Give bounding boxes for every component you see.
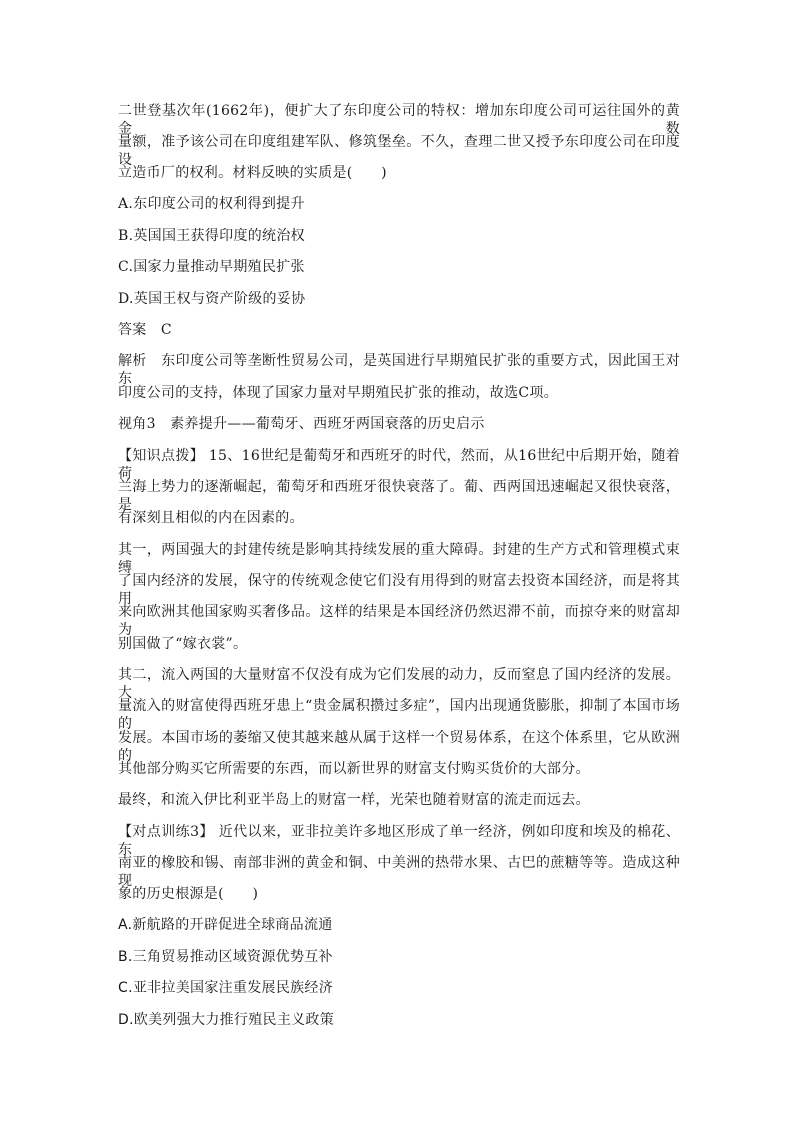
- para2-line-4: 其他部分购买它所需要的东西，而以新世界的财富支付购买货价的大部分。: [118, 761, 590, 777]
- para1-line-3: 来向欧洲其他国家购买奢侈品。这样的结果是本国经济仍然迟滞不前，而掠夺来的财富却为: [118, 604, 680, 638]
- para1-line-4: 别国做了“嫁衣裳”。: [118, 636, 248, 652]
- knowledge-line-3: 有深刻且相似的内在因素的。: [118, 510, 304, 526]
- knowledge-line-1: 【知识点拨】 15、16世纪是葡萄牙和西班牙的时代，然而，从16世纪中后期开始，随着荷: [118, 448, 680, 482]
- q1-stem-line-2: 量额，准予该公司在印度组建军队、修筑堡垒。不久，查理二世又授予东印度公司在印度设: [118, 134, 680, 168]
- q1-option-b: B.英国国王获得印度的统治权: [118, 228, 305, 244]
- q2-stem-line-2: 南亚的橡胶和锡、南部非洲的黄金和铜、中美洲的热带水果、古巴的蔗糖等等。造成这种现: [118, 855, 680, 889]
- para2-line-3: 发展。本国市场的萎缩又使其越来越从属于这样一个贸易体系，在这个体系里，它从欧洲的: [118, 730, 680, 764]
- q1-option-d: D.英国王权与资产阶级的妥协: [118, 291, 306, 307]
- q1-option-a: A.东印度公司的权利得到提升: [118, 196, 305, 212]
- q2-option-d: D.欧美列强大力推行殖民主义政策: [118, 1012, 335, 1028]
- section-heading: 视角3 素养提升——葡萄牙、西班牙两国衰落的历史启示: [118, 416, 485, 432]
- knowledge-line-2: 兰海上势力的逐渐崛起，葡萄牙和西班牙很快衰落了。葡、西两国迅速崛起又很快衰落，是: [118, 479, 680, 513]
- para2-line-1: 其二，流入两国的大量财富不仅没有成为它们发展的动力，反而窒息了国内经济的发展。大: [118, 667, 680, 701]
- q1-analysis-line-2: 印度公司的支持，体现了国家力量对早期殖民扩张的推动，故选C项。: [118, 385, 559, 401]
- q2-stem-line-3: 象的历史根源是( ): [118, 886, 259, 902]
- para2-line-2: 量流入的财富使得西班牙患上“贵金属积攒过多症”，国内出现通货膨胀，抑制了本国市场的: [118, 698, 680, 732]
- q2-option-c: C.亚非拉美国家注重发展民族经济: [118, 980, 334, 996]
- q2-option-a: A.新航路的开辟促进全球商品流通: [118, 917, 333, 933]
- q2-option-b: B.三角贸易推动区域资源优势互补: [118, 949, 333, 965]
- para1-line-2: 了国内经济的发展，保守的传统观念使它们没有用得到的财富去投资本国经济，而是将其用: [118, 573, 680, 607]
- para3-line: 最终，和流入伊比利亚半岛上的财富一样，光荣也随着财富的流走而远去。: [118, 792, 590, 808]
- q1-option-c: C.国家力量推动早期殖民扩张: [118, 259, 305, 275]
- q1-analysis-line-1: 解析 东印度公司等垄断性贸易公司，是英国进行早期殖民扩张的重要方式，因此国王对东: [118, 353, 680, 387]
- q2-stem-line-1: 【对点训练3】 近代以来，亚非拉美许多地区形成了单一经济，例如印度和埃及的棉花、东: [118, 824, 680, 858]
- q1-stem-line-3: 立造币厂的权利。材料反映的实质是( ): [118, 165, 387, 181]
- para1-line-1: 其一，两国强大的封建传统是影响其持续发展的重大障碍。封建的生产方式和管理模式束缚: [118, 542, 680, 576]
- q1-answer: 答案 C: [118, 322, 172, 338]
- q1-stem-line-1: 二世登基次年(1662年)，便扩大了东印度公司的特权：增加东印度公司可运往国外的黄金数: [118, 103, 680, 137]
